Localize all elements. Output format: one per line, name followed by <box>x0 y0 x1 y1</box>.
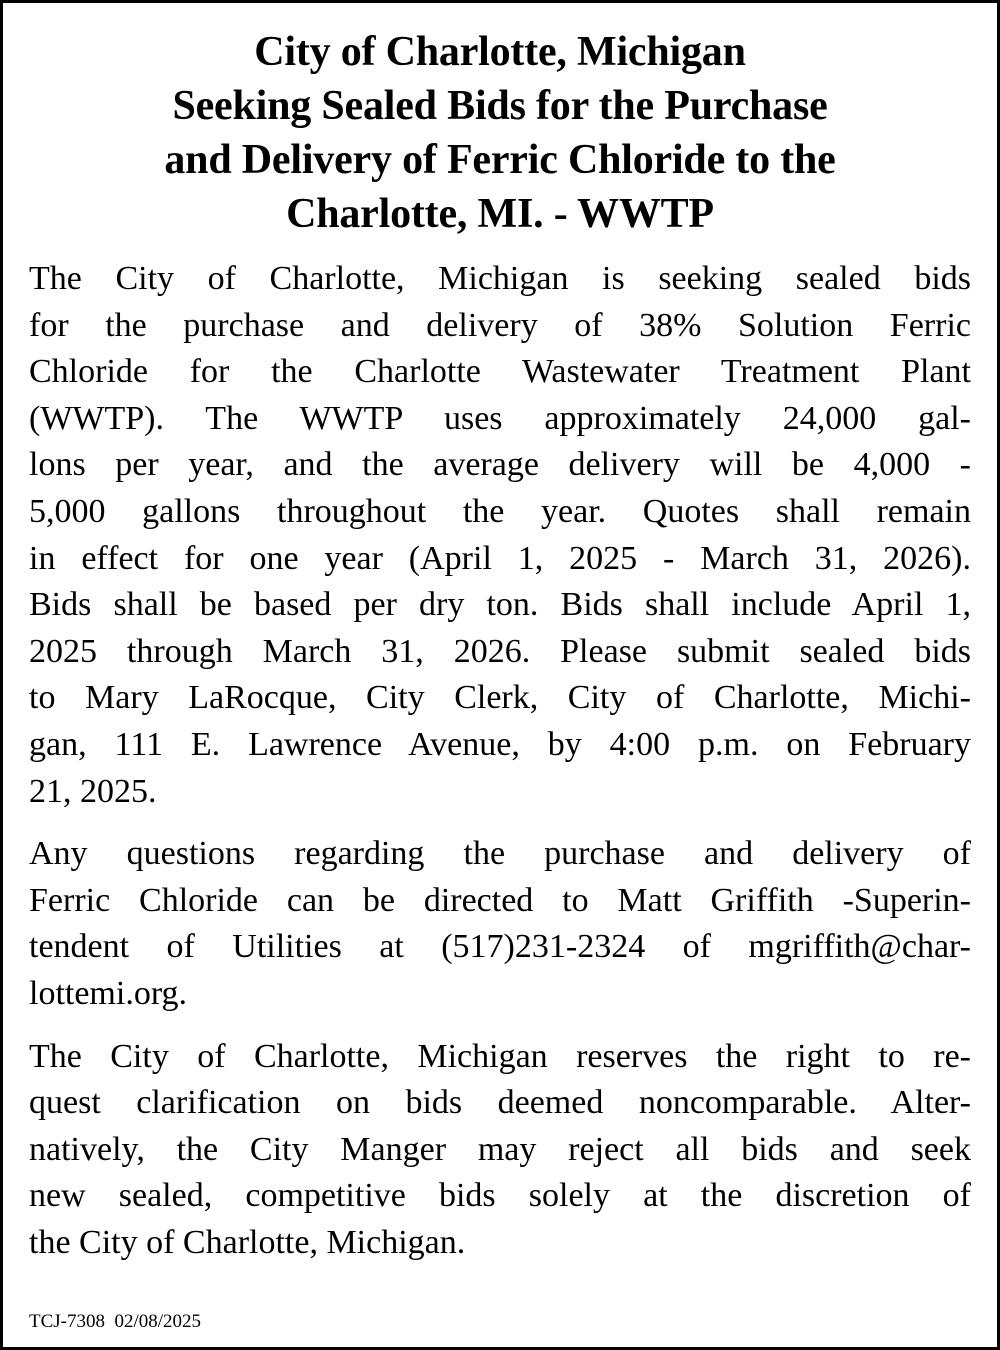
notice-reference-code: TCJ-7308 02/08/2025 <box>29 1311 202 1332</box>
text-line: 21, 2025. <box>29 772 157 810</box>
text-line: in effect for one year (April 1, 2025 - March 31, 2026). <box>29 539 971 577</box>
text-line: Bids shall be based per dry ton. Bids shall include April 1, <box>29 586 971 624</box>
text-line: natively, the City Manger may reject all bids and seek <box>29 1130 971 1168</box>
text-line: tendent of Utilities at (517)231-2324 of mgriffith@char- <box>29 928 971 966</box>
text-line: the City of Charlotte, Michigan. <box>29 1223 466 1261</box>
paragraph-questions-contact <box>29 831 971 1017</box>
text-line: lons per year, and the average delivery will be 4,000 - <box>29 446 971 484</box>
text-line: Any questions regarding the purchase and delivery of <box>29 835 971 873</box>
text-line: The City of Charlotte, Michigan reserves the right to re- <box>29 1037 971 1075</box>
text-line: gan, 111 E. Lawrence Avenue, by 4:00 p.m. on February <box>29 725 971 763</box>
headline-line: Seeking Sealed Bids for the Purchase <box>172 83 828 129</box>
paragraph-reservation-of-rights <box>29 1034 971 1267</box>
headline-line: City of Charlotte, Michigan <box>254 29 746 75</box>
headline-line: and Delivery of Ferric Chloride to the <box>164 137 836 183</box>
text-line: quest clarification on bids deemed noncomparable. Alter- <box>29 1084 971 1122</box>
text-line: lottemi.org. <box>29 974 188 1012</box>
text-line: (WWTP). The WWTP uses approximately 24,000 gal- <box>29 399 971 437</box>
text-line: new sealed, competitive bids solely at the discretion of <box>29 1177 971 1215</box>
text-line: Chloride for the Charlotte Wastewater Treatment Plant <box>29 353 971 391</box>
notice-headline <box>17 25 983 241</box>
paragraph-bid-details <box>29 256 971 815</box>
notice-body <box>29 256 971 1266</box>
headline-line: Charlotte, MI. - WWTP <box>286 191 714 237</box>
text-line: for the purchase and delivery of 38% Solution Ferric <box>29 306 971 344</box>
text-line: 2025 through March 31, 2026. Please submit sealed bids <box>29 632 971 670</box>
text-line: to Mary LaRocque, City Clerk, City of Charlotte, Michi- <box>29 679 971 717</box>
text-line: Ferric Chloride can be directed to Matt Griffith -Superin- <box>29 881 971 919</box>
text-line: The City of Charlotte, Michigan is seeking sealed bids <box>29 260 971 297</box>
text-line: 5,000 gallons throughout the year. Quotes shall remain <box>29 492 971 530</box>
